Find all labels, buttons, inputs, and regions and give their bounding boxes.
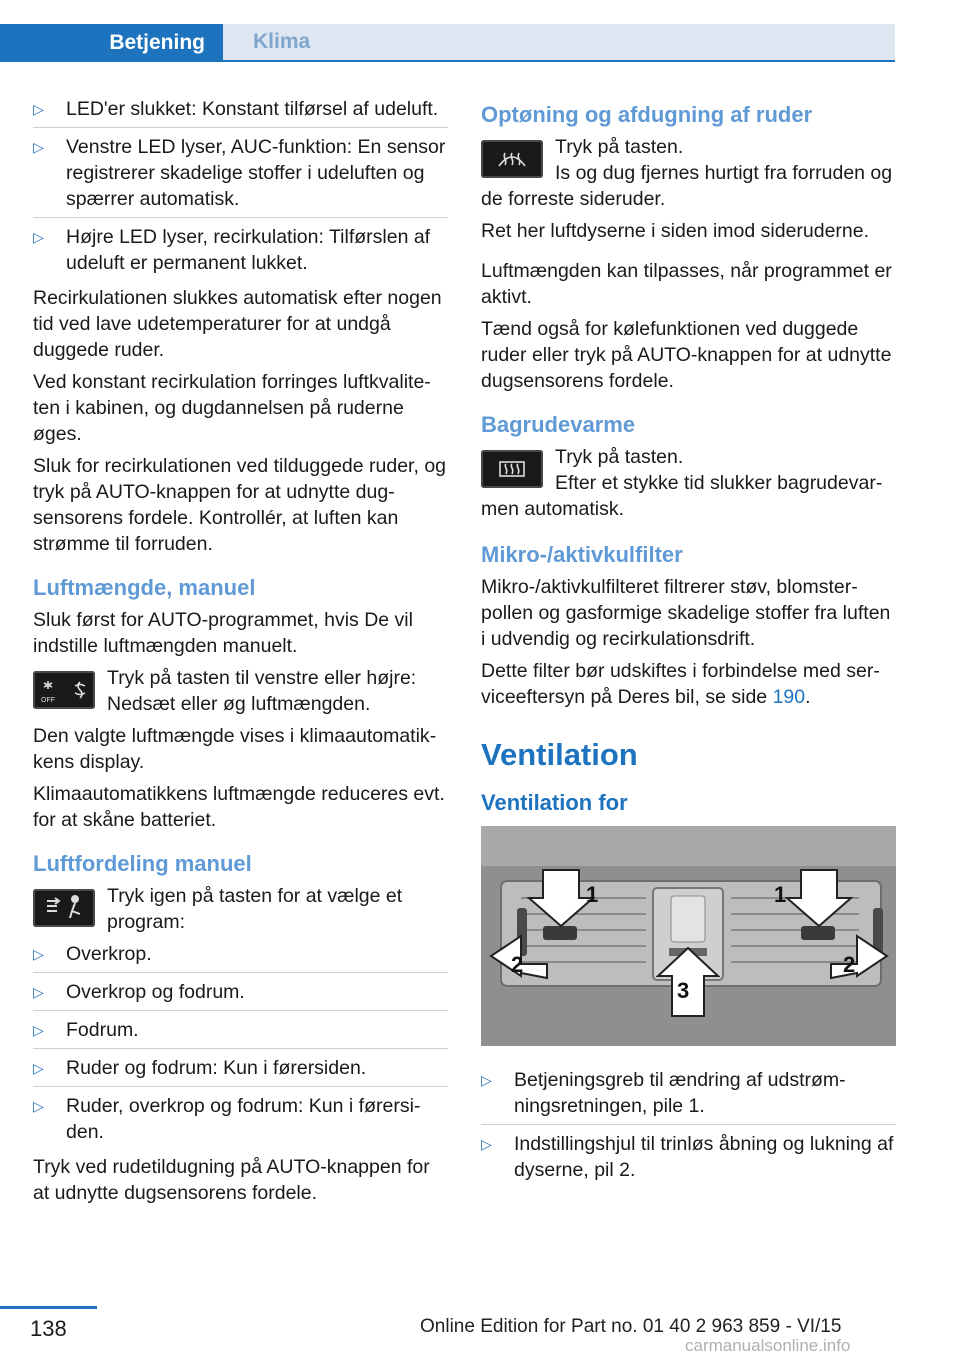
header-bar xyxy=(0,0,960,62)
triangle-right-icon: ▷ xyxy=(33,101,44,117)
recirculation-led-list xyxy=(33,96,448,281)
front-defrost-key-icon xyxy=(481,140,543,178)
paragraph: Ved konstant recirkulation forringes luftkvaliteten i kabinen, og dugdannelsen på ruderne øges. xyxy=(33,371,431,445)
heading-optoning: Optøning og afdugning af ruder xyxy=(481,102,813,127)
triangle-right-icon: ▷ xyxy=(33,139,44,155)
rear-defrost-line2: Efter et stykke tid slukker bagrudevarmen automatisk. xyxy=(481,472,883,520)
heading-luftmaengde: Luftmængde, manuel xyxy=(33,575,256,600)
triangle-right-icon: ▷ xyxy=(481,1136,492,1152)
triangle-right-icon: ▷ xyxy=(481,1072,492,1088)
list-item xyxy=(33,979,448,1011)
defrost-line1: Tryk på tasten. xyxy=(555,136,684,158)
paragraph-text: Dette filter bør udskiftes i forbindelse med serviceeftersyn på Deres bil, se side xyxy=(481,660,880,708)
edition-note: Online Edition for Part no. 01 40 2 963 859 - VI/15 xyxy=(420,1316,842,1337)
paragraph: Recirkulationen slukkes automatisk efter nogen tid ved lave udetemperaturer for at undgå duggede ruder. xyxy=(33,287,442,361)
vent-controls-list xyxy=(481,1067,896,1188)
list-item-text: Overkrop og fodrum. xyxy=(66,981,245,1003)
rear-defrost-line1: Tryk på tasten. xyxy=(555,446,684,468)
callout-label-1-right: 1 xyxy=(774,882,787,907)
triangle-right-icon: ▷ xyxy=(33,229,44,245)
list-item xyxy=(481,1131,896,1188)
heading-ventilation-for: Ventilation for xyxy=(481,790,628,815)
defrost-line2: Is og dug fjernes hurtigt fra forruden og de forreste sideruder. xyxy=(481,162,893,210)
front-vent-photo xyxy=(481,826,896,1046)
list-item-text: Venstre LED lyser, AUC-funktion: En sensor registrerer skadelige stoffer i udeluften og spærrer automatisk. xyxy=(66,136,446,210)
air-distribution-key-icon xyxy=(33,889,95,927)
fan-key-text: Tryk på tasten til venstre eller højre: Nedsæt eller øg luftmængden. xyxy=(107,667,417,715)
triangle-right-icon: ▷ xyxy=(33,1060,44,1076)
list-item xyxy=(33,1093,448,1150)
heading-bagrudevarme: Bagrudevarme xyxy=(481,412,636,437)
rear-defrost-key-icon xyxy=(481,450,543,488)
rear-defrost-key-row xyxy=(481,444,896,522)
list-item xyxy=(33,941,448,973)
fan-off-label: OFF xyxy=(41,697,55,704)
callout-label-2-left: 2 xyxy=(511,952,524,977)
triangle-right-icon: ▷ xyxy=(33,1098,44,1114)
paragraph: Tryk ved rudetildugning på AUTO-knappen for at udnytte dugsensorens fordele. xyxy=(33,1156,430,1204)
defrost-key-row xyxy=(481,134,896,212)
list-item xyxy=(33,1055,448,1087)
page-link-190[interactable]: 190 xyxy=(772,686,806,708)
list-item xyxy=(33,134,448,218)
list-item-text: LED'er slukket: Konstant tilførsel af udeluft. xyxy=(66,98,439,120)
paragraph-text: . xyxy=(805,686,811,708)
list-item-text: Betjeningsgreb til ændring af udstrømningsretningen, pile 1. xyxy=(514,1069,846,1117)
list-item xyxy=(33,96,448,128)
list-item-text: Højre LED lyser, recirkulation: Tilførslen af udeluft er permanent lukket. xyxy=(66,226,431,274)
triangle-right-icon: ▷ xyxy=(33,1022,44,1038)
fan-speed-key-icon xyxy=(33,671,95,709)
paragraph: Klimaautomatikkens luftmængde reduceres evt. for at skåne batteriet. xyxy=(33,783,445,831)
left-column xyxy=(33,96,448,1212)
paragraph: Sluk først for AUTO-programmet, hvis De vil indstille luftmængden manuelt. xyxy=(33,609,413,657)
heading-luftfordeling: Luftfordeling manuel xyxy=(33,851,252,876)
right-column xyxy=(481,96,896,1192)
footer-rule xyxy=(0,1306,97,1309)
distribution-program-list xyxy=(33,941,448,1150)
callout-label-2-right: 2 xyxy=(843,952,856,977)
watermark: carmanualsonline.info xyxy=(685,1336,851,1355)
distribution-key-row xyxy=(33,883,448,935)
tab-betjening[interactable]: Betjening xyxy=(0,24,223,62)
heading-filter: Mikro-/aktivkulfilter xyxy=(481,542,683,567)
list-item-text: Fodrum. xyxy=(66,1019,139,1041)
list-item-text: Ruder og fodrum: Kun i førersiden. xyxy=(66,1057,367,1079)
triangle-right-icon: ▷ xyxy=(33,984,44,1000)
distribution-key-text: Tryk igen på tasten for at vælge et program: xyxy=(107,885,403,933)
paragraph: Luftmængden kan tilpasses, når programmet er aktivt. xyxy=(481,260,892,308)
callout-label-1-left: 1 xyxy=(586,882,599,907)
callout-label-3: 3 xyxy=(677,978,690,1003)
header-divider xyxy=(223,60,895,62)
list-item xyxy=(481,1067,896,1125)
fan-key-row xyxy=(33,665,448,717)
paragraph xyxy=(481,658,896,710)
tab-klima[interactable]: Klima xyxy=(223,24,895,60)
list-item-text: Indstillingshjul til trinløs åbning og lukning af dyserne, pil 2. xyxy=(514,1133,894,1181)
paragraph: Sluk for recirkulationen ved tilduggede ruder, og tryk på AUTO-knappen for at udnytte dugsensorens fordele. Kontrollér, at luften kan strømme til forruden. xyxy=(33,455,447,555)
page-number: 138 xyxy=(30,1316,67,1341)
heading-ventilation: Ventilation xyxy=(481,737,638,772)
paragraph: Ret her luftdyserne i siden imod sideruderne. xyxy=(481,220,870,242)
list-item xyxy=(33,1017,448,1049)
list-item-text: Ruder, overkrop og fodrum: Kun i førersiden. xyxy=(66,1095,421,1143)
paragraph: Den valgte luftmængde vises i klimaautomatikkens display. xyxy=(33,725,437,773)
paragraph: Mikro-/aktivkulfilteret filtrerer støv, blomsterpollen og gasformige skadelige stoffer fra luften i udvendig og recirkulationsdrift. xyxy=(481,576,891,650)
list-item xyxy=(33,224,448,281)
paragraph: Tænd også for kølefunktionen ved duggede ruder eller tryk på AUTO-knappen for at udnytte dugsensorens fordele. xyxy=(481,318,892,392)
triangle-right-icon: ▷ xyxy=(33,946,44,962)
list-item-text: Overkrop. xyxy=(66,943,152,965)
